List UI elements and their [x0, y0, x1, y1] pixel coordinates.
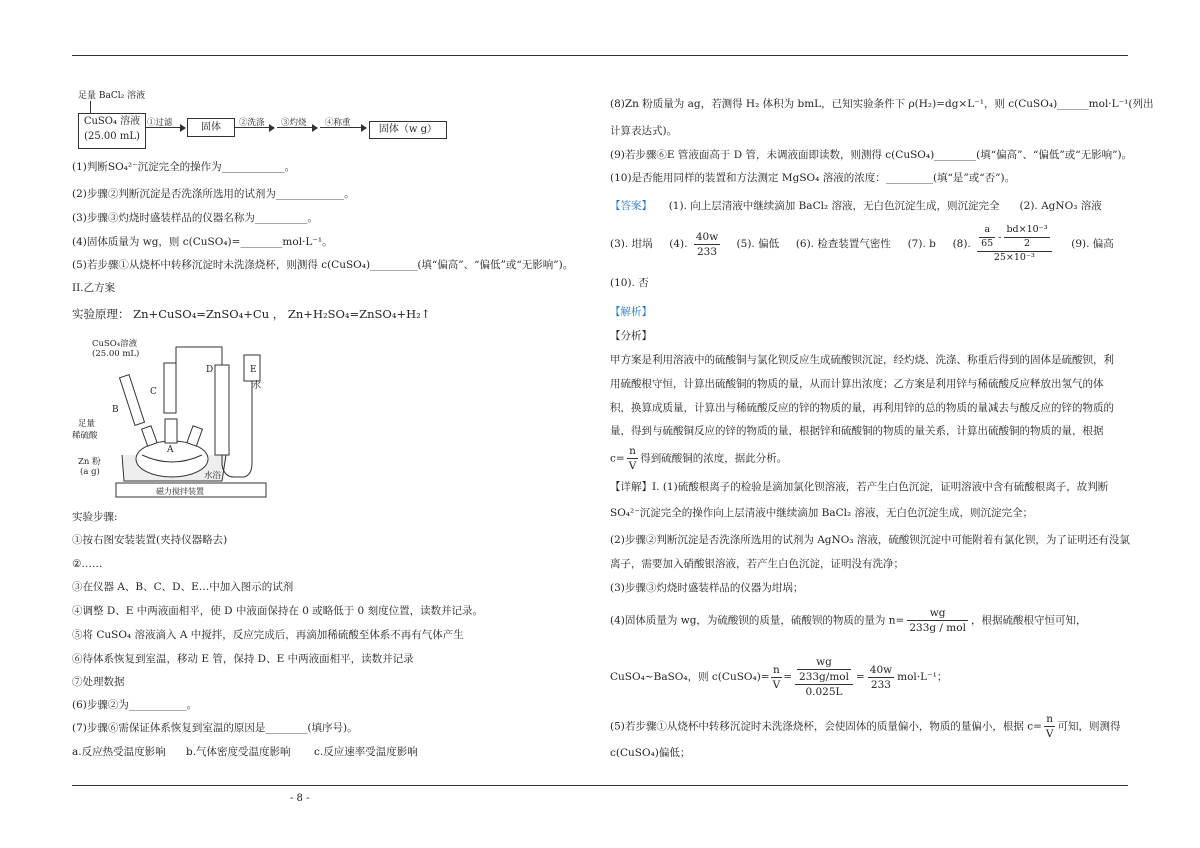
detail7-big-fraction [795, 655, 853, 700]
app-label-d: D [206, 365, 214, 375]
app-stirrer: 磁力搅拌装置 [156, 487, 204, 496]
top-rule [72, 55, 1128, 56]
step-2: ②…… [72, 558, 103, 570]
app-acid1: 足量 [78, 419, 96, 429]
answer-8-numerator: $\frac{a}{65}$ - $\frac{\text{bd×10⁻³}}{2}$ [977, 224, 1051, 252]
question-10: (10)是否能用同样的装置和方法测定 MgSO₄ 溶液的浓度：_________(填“是”或“否”)。 [610, 172, 1016, 184]
detail7-den: 233 [870, 678, 891, 691]
analysis-para-4: 量，得到与硫酸铜反应的锌的物质的量，根据锌和硫酸铜的物质的量关系，计算出硫酸铜的物质的量，根据 [610, 425, 1104, 437]
fenxi-tag: 【分析】 [610, 330, 652, 342]
answer-3: (3). 坩埚 [610, 238, 653, 251]
answer-8-den: 25×10⁻³ [993, 251, 1035, 263]
option-a: a.反应热受温度影响 [72, 746, 166, 758]
answer-7: (7). b [907, 238, 936, 251]
detail7-l: 0.025L [805, 686, 843, 699]
detail-9: c(CuSO₄)偏低； [610, 747, 691, 759]
flow-box-solid-wg: 固体（w g） [369, 121, 447, 139]
apparatus-drawing [72, 335, 312, 503]
detail6-post: ，根据硫酸根守恒可知， [970, 614, 1087, 627]
step-7: ⑦处理数据 [72, 676, 125, 688]
app-cuso4: CuSO₄溶液 [92, 339, 138, 349]
detail8-pre: (5)若步骤①从烧杯中转移沉淀时未洗涤烧杯，会使固体的质量偏小，物质的量偏小，根据 c= [610, 720, 1042, 733]
answer-8-65: 65 [981, 237, 994, 249]
para5-v: V [628, 460, 637, 473]
answer-8-label: (8). [952, 238, 971, 251]
answer-4-label: (4). [669, 238, 688, 251]
question-2: (2)步骤②判断沉淀是否洗涤所选用的试剂为_____________。 [72, 188, 355, 200]
steps-title: 实验步骤: [72, 511, 118, 523]
flow-step2: ②洗涤 [239, 118, 265, 128]
detail7-wg: wg [797, 655, 851, 670]
app-label-a: A [167, 445, 174, 455]
analysis-para-3: 积，换算成质量，计算出与稀硫酸反应的锌的物质的量，再利用锌的总的物质的量减去与酸反应的锌的物质的 [610, 402, 1114, 414]
question-8-line2: 计算表达式)。 [610, 125, 678, 137]
question-1: (1)判断SO₄²⁻沉淀完全的操作为____________。 [72, 161, 296, 173]
flow-box1-line1: CuSO₄ 溶液 [83, 116, 141, 127]
bottom-rule [72, 785, 1128, 786]
detail8-fraction [1044, 712, 1056, 741]
principle: 实验原理： Zn+CuSO₄=ZnSO₄+Cu ， Zn+H₂SO₄=ZnSO₄+H₂↑ [72, 307, 431, 321]
para5-fraction [627, 444, 639, 473]
flow-step4: ④称重 [325, 118, 351, 128]
flow-box-solid: 固体 [187, 118, 235, 137]
analysis-tag: 【解析】 [610, 306, 652, 318]
detail7-n: n [771, 663, 783, 678]
detail6-pre: (4)固体质量为 wg，为硫酸钡的质量，硫酸钡的物质的量为 n= [610, 614, 905, 627]
answer-5: (5). 偏低 [736, 238, 780, 251]
answer-8-bd: bd×10⁻³ [1004, 224, 1049, 238]
para5-n: n [627, 444, 639, 459]
detail8-post: 可知，则测得 [1057, 720, 1121, 733]
detail-8 [610, 712, 1120, 741]
question-5: (5)若步骤①从烧杯中转移沉淀时未洗涤烧杯，则测得 c(CuSO₄)_________(填“偏高”、“偏低”或“无影响”)。 [72, 259, 574, 271]
answer-1: (1). 向上层清液中继续滴加 BaCl₂ 溶液，无白色沉淀生成，则沉淀完全 [668, 200, 1000, 212]
question-6: (6)步骤②为___________。 [72, 699, 198, 711]
step-6: ⑥待体系恢复到室温，移动 E 管，保持 D、E 中两液面相平，读数并记录 [72, 653, 414, 665]
answer-6: (6). 检查装置气密性 [795, 238, 891, 251]
app-zn2: (a g) [80, 467, 100, 477]
option-b: b.气体密度受温度影响 [186, 746, 291, 758]
app-water: 水 [252, 381, 262, 391]
step-4: ④调整 D、E 中两液面相平，使 D 中液面保持在 0 或略低于 0 刻度位置，读数并记录。 [72, 605, 484, 617]
para5-post: 得到硫酸铜的浓度，据此分析。 [640, 452, 788, 465]
detail-5: (3)步骤③灼烧时盛装样品的仪器为坩埚； [610, 582, 804, 594]
detail7-result [868, 663, 894, 692]
para5-pre: c= [610, 452, 625, 465]
detail7-num: 40w [868, 663, 894, 678]
detail-7: CuSO₄~BaSO₄，则 c(CuSO₄)= $\frac{n}{V}$ = $\frac{\frac{wg}{\text{233g/mol}}}{0.025L}$ = $\frac{40w}{233}$ mol·L⁻¹； [610, 656, 948, 699]
answer-8-fraction [977, 224, 1051, 264]
detail-3: (2)步骤②判断沉淀是否洗涤所选用的试剂为 AgNO₃ 溶液，硫酸钡沉淀中可能附着有氯化钡，为了证明还有没氯 [610, 534, 1130, 546]
question-3: (3)步骤③灼烧时盛装样品的仪器名称为__________。 [72, 212, 318, 224]
detail7-post: mol·L⁻¹； [897, 671, 948, 684]
answer-9: (9). 偏高 [1071, 238, 1114, 251]
flow-step3: ③灼烧 [281, 118, 307, 128]
app-cuso4-vol: (25.00 mL) [92, 349, 140, 359]
answer-line-2 [610, 224, 1114, 264]
answer-tag: 【答案】 [610, 200, 652, 212]
answer-4-den: 233 [696, 245, 718, 258]
question-9: (9)若步骤⑥E 管液面高于 D 管，未调液面即读数，则测得 c(CuSO₄)________(填“偏高”、“偏低”或“无影响”)。 [610, 149, 1133, 161]
analysis-para-2: 用硫酸根守恒，计算出硫酸铜的物质的量，从而计算出浓度；乙方案是利用锌与稀硫酸反应释放出氢气的体 [610, 378, 1104, 390]
step-3: ③在仪器 A、B、C、D、E…中加入图示的试剂 [72, 581, 294, 593]
step-5: ⑤将 CuSO₄ 溶液滴入 A 中搅拌，反应完成后，再滴加稀硫酸至体系不再有气体产生 [72, 629, 464, 641]
answer-8-2: 2 [1023, 237, 1031, 249]
answer-2: (2). AgNO₃ 溶液 [1019, 200, 1102, 212]
section-title-2: II.乙方案 [72, 282, 116, 294]
question-4: (4)固体质量为 wg，则 c(CuSO₄)=________mol·L⁻¹。 [72, 236, 333, 248]
answer-4-num: 40w [694, 230, 720, 245]
page-number: - 8 - [290, 793, 310, 804]
detail8-v: V [1045, 728, 1054, 741]
detail6-num: wg [907, 606, 968, 621]
detail7-pre: CuSO₄~BaSO₄，则 c(CuSO₄)= [610, 671, 770, 684]
analysis-para-5 [610, 444, 787, 473]
answer-8-a: a [979, 224, 995, 238]
app-label-c: C [150, 387, 157, 397]
app-bath: 水浴 [204, 471, 222, 481]
flow-step1: ①过滤 [147, 118, 173, 128]
detail6-fraction [907, 606, 968, 635]
detail-6 [610, 606, 1086, 635]
detail8-n: n [1044, 712, 1056, 727]
detail7-v: V [772, 678, 781, 691]
apparatus-figure [72, 335, 312, 503]
step-1: ①按右图安装装置(夹持仪器略去) [72, 534, 228, 546]
detail7-nv [771, 663, 783, 692]
question-7: (7)步骤⑥需保证体系恢复到室温的原因是________(填序号)。 [72, 722, 358, 734]
flow-box-cuso4 [78, 113, 146, 149]
app-acid2: 稀硫酸 [72, 431, 98, 441]
app-label-b: B [112, 405, 119, 415]
answer-line-1 [610, 199, 1102, 213]
answer-4-fraction [694, 230, 720, 259]
detail-2: SO₄²⁻沉淀完全的操作向上层清液中继续滴加 BaCl₂ 溶液，无白色沉淀生成，则沉淀完全； [610, 507, 1034, 519]
app-zn1: Zn 粉 [78, 457, 101, 467]
option-c: c.反应速率受温度影响 [314, 746, 418, 758]
detail-4: 离子，需要加入硝酸银溶液，若产生白色沉淀，证明没有洗净； [610, 558, 904, 570]
detail6-den: 233g / mol [909, 622, 966, 635]
analysis-para-1: 甲方案是利用溶液中的硫酸铜与氯化钡反应生成硫酸钡沉淀，经灼烧、洗涤、称重后得到的固体是硫酸钡，利 [610, 354, 1114, 366]
answer-10: (10). 否 [610, 277, 649, 289]
detail7-mol: 233g/mol [799, 671, 849, 684]
question-8-line1: (8)Zn 粉质量为 ag，若测得 H₂ 体积为 bmL，已知实验条件下 ρ(H₂)=dg×L⁻¹，则 c(CuSO₄)______mol·L⁻¹(列出 [610, 98, 1154, 110]
detail-1: 【详解】I. (1)硫酸根离子的检验是滴加氯化钡溶液，若产生白色沉淀，证明溶液中含有硫酸根离子，故判断 [610, 481, 1109, 493]
app-label-e: E [250, 365, 257, 375]
flow-top-label: 足量 BaCl₂ 溶液 [78, 91, 146, 101]
flow-box1-line2: (25.00 mL) [84, 131, 140, 142]
